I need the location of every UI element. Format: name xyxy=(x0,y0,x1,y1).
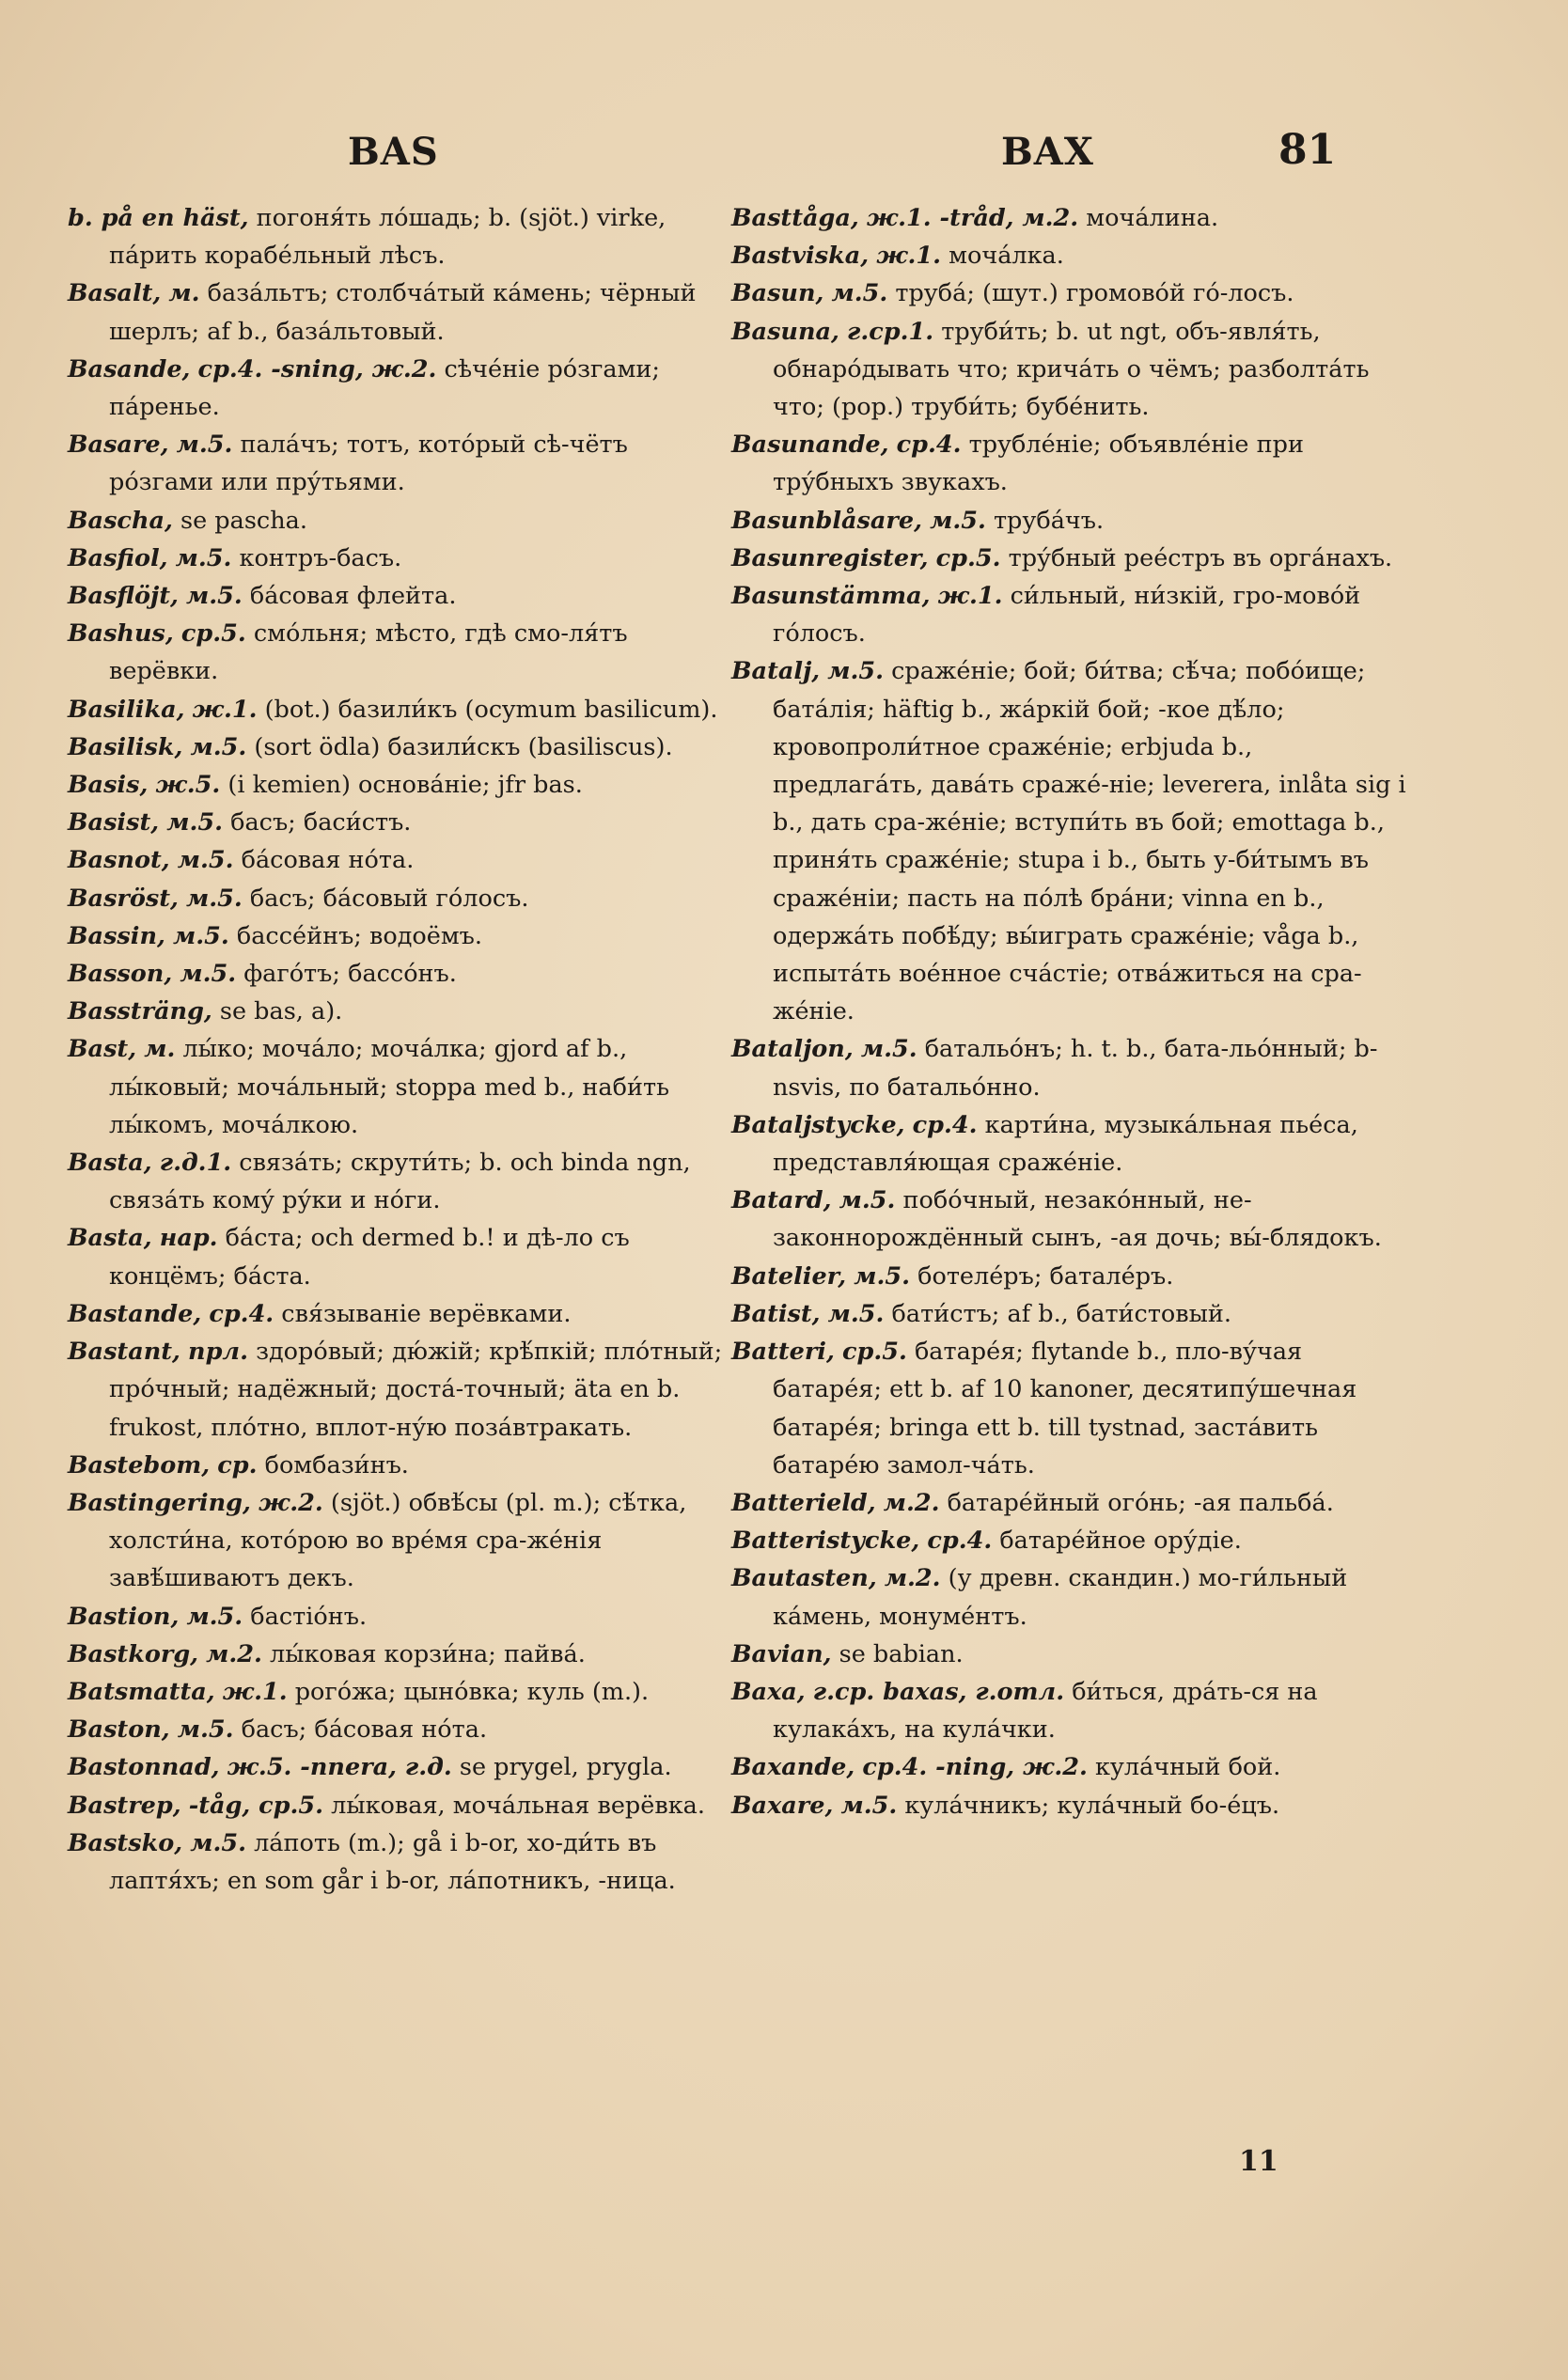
dictionary-entry xyxy=(68,691,726,728)
dictionary-entry xyxy=(68,1447,726,1484)
entry-translation: моча́лина. xyxy=(1086,204,1219,232)
dictionary-entry xyxy=(731,1030,1408,1105)
entry-headword: Baxa, xyxy=(731,1677,806,1706)
entry-translation: ботеле́ръ; батале́ръ. xyxy=(917,1261,1174,1291)
dictionary-entry xyxy=(731,1106,1408,1182)
dictionary-entry xyxy=(68,1824,726,1900)
entry-headword: Bastebom, xyxy=(68,1450,211,1480)
entry-headword: Basunblåsare, xyxy=(731,506,922,535)
entry-headword: Bautasten, xyxy=(731,1564,877,1593)
entry-grammar: м.5. xyxy=(827,1299,885,1328)
entry-translation: свя́зываніе верёвками. xyxy=(281,1299,572,1328)
entry-grammar: ср.4. xyxy=(209,1299,274,1328)
entry-translation: би́ться, дра́ть-ся на кулака́хъ, на кула́чки. xyxy=(773,1677,1318,1745)
entry-headword: Bashus, xyxy=(68,619,174,649)
dictionary-entry xyxy=(731,1787,1408,1824)
entry-translation: моча́лка. xyxy=(949,242,1064,271)
entry-translation: лы́ко; моча́ло; моча́лка; gjord af b., лы́ковый; моча́льный; stoppa med b., наби́ть лы́комъ, моча́лкою. xyxy=(109,1035,669,1139)
entry-translation: контръ-басъ. xyxy=(239,543,402,572)
entry-headword: Bascha, xyxy=(68,506,173,535)
entry-grammar: м.5. xyxy=(860,1035,917,1064)
dictionary-entry xyxy=(68,1030,726,1144)
dictionary-entry xyxy=(68,199,726,274)
entry-grammar: г.д.1. xyxy=(159,1149,232,1178)
entry-headword: Baxare, xyxy=(731,1791,834,1820)
entry-grammar: г.ср. baxas, г.отл. xyxy=(812,1677,1065,1706)
entry-translation: se prygel, prygla. xyxy=(459,1753,672,1782)
dictionary-entry xyxy=(68,917,726,955)
entry-headword: Bastviska, xyxy=(731,242,870,271)
dictionary-entry xyxy=(68,955,726,993)
dictionary-entry xyxy=(68,1598,726,1636)
entry-translation: se bas, a). xyxy=(219,997,343,1026)
entry-grammar: м.5. xyxy=(827,657,885,686)
entry-translation: трубле́ніе; объявле́ніе при тру́бныхъ звукахъ. xyxy=(773,431,1304,497)
entry-translation: ла́поть (m.); gå i b-or, хо-ди́ть въ лаптя́хъ; en som går i b-or, ла́потникъ, -ница. xyxy=(109,1828,676,1895)
dictionary-entry xyxy=(731,1182,1408,1257)
entry-headword: Bastsko, xyxy=(68,1828,183,1857)
entry-grammar: м.5. xyxy=(839,1186,896,1215)
dictionary-entry xyxy=(731,274,1408,312)
dictionary-entry xyxy=(68,1333,726,1447)
entry-headword: Batsmatta, xyxy=(68,1677,215,1706)
dictionary-entry xyxy=(68,804,726,841)
entry-translation: база́льтъ; столбча́тый ка́мень; чёрный шерлъ; af b., база́льтовый. xyxy=(109,279,697,346)
dictionary-entry xyxy=(68,1787,726,1824)
entry-headword: Basilisk, xyxy=(68,732,183,761)
dictionary-entry xyxy=(68,1484,726,1598)
entry-grammar: ср.4. xyxy=(927,1527,993,1556)
entry-translation: ба́совая но́та. xyxy=(241,846,415,875)
page-number: 81 xyxy=(1278,126,1337,174)
dictionary-entry xyxy=(731,426,1408,501)
right-column xyxy=(731,199,1408,1824)
entry-grammar: ж.5. xyxy=(155,771,221,800)
entry-translation: бати́стъ; af b., бати́стовый. xyxy=(891,1299,1232,1328)
entry-translation: си́льный, ни́зкій, гро-мово́й го́лосъ. xyxy=(773,582,1361,649)
entry-grammar: м.5. xyxy=(175,543,232,572)
entry-headword: Basunande, xyxy=(731,431,889,460)
entry-headword: Basflöjt, xyxy=(68,582,179,611)
dictionary-entry xyxy=(68,615,726,690)
entry-headword: Bassin, xyxy=(68,921,165,950)
entry-translation: фаго́тъ; бассо́нъ. xyxy=(243,960,457,989)
entry-headword: Basare, xyxy=(68,431,169,460)
entry-headword: Basunregister, xyxy=(731,543,929,572)
entry-grammar: -tåg, ср.5. xyxy=(188,1791,324,1820)
entry-translation: труба́; (шут.) громово́й го́-лосъ. xyxy=(895,279,1294,308)
entry-headword: Batalj, xyxy=(731,657,821,686)
entry-translation: se pascha. xyxy=(180,506,307,535)
entry-grammar: м.5. xyxy=(180,960,237,989)
entry-translation: здоро́вый; дю́жій; крѣ́пкій; пло́тный; про́чный; надёжный; доста́-точный; äta en b. frukost, пло́тно, вплот-ну́ю поза́втракать. xyxy=(109,1338,723,1442)
dictionary-entry xyxy=(731,1484,1408,1522)
dictionary-entry xyxy=(731,237,1408,274)
dictionary-entry xyxy=(68,841,726,879)
dictionary-entry xyxy=(68,1711,726,1748)
entry-headword: Bastion, xyxy=(68,1602,180,1631)
entry-headword: Basuna, xyxy=(731,317,839,346)
dictionary-entry xyxy=(68,1219,726,1294)
signature-mark: 11 xyxy=(1239,2145,1278,2178)
entry-headword: Bast, xyxy=(68,1035,137,1064)
entry-grammar: ж.2. xyxy=(258,1488,323,1517)
entry-headword: Basande, xyxy=(68,354,191,384)
entry-translation: связа́ть; скрути́ть; b. och binda ngn, связа́ть кому́ ру́ки и но́ги. xyxy=(109,1149,691,1215)
dictionary-entry xyxy=(68,993,726,1030)
entry-grammar: ср.5. xyxy=(935,543,1001,572)
entry-translation: батальо́нъ; h. t. b., бата-льо́нный; b-nsvis, по батальо́нно. xyxy=(773,1035,1378,1102)
entry-grammar: м. xyxy=(168,279,200,308)
entry-translation: (i kemien) основа́ніе; jfr bas. xyxy=(227,771,583,800)
entry-headword: Bastkorg, xyxy=(68,1639,199,1668)
entry-grammar: м.5. xyxy=(166,808,223,838)
entry-translation: лы́ковая корзи́на; пайва́. xyxy=(270,1639,586,1668)
entry-translation: (bot.) базили́къ (ocymum basilicum). xyxy=(264,695,718,724)
entry-translation: рого́жа; цыно́вка; куль (m.). xyxy=(294,1677,650,1706)
entry-grammar: м.2. xyxy=(206,1639,262,1668)
entry-translation: пала́чъ; тотъ, кото́рый сѣ-чётъ ро́згами или пру́тьями. xyxy=(109,431,628,497)
entry-headword: Basis, xyxy=(68,771,149,800)
entry-headword: Bataljon, xyxy=(731,1035,854,1064)
entry-headword: Bassträng, xyxy=(68,997,212,1026)
entry-grammar: ж.1. xyxy=(222,1677,288,1706)
entry-headword: Basttåga, xyxy=(731,204,859,232)
dictionary-entry xyxy=(68,1673,726,1711)
entry-translation: (у древн. скандин.) мо-ги́льный ка́мень, монуме́нтъ. xyxy=(773,1564,1348,1631)
entry-grammar: ж.1. -tråd, м.2. xyxy=(866,204,1079,232)
entry-grammar: ж.1. xyxy=(876,242,942,271)
entry-grammar: ср.5. xyxy=(180,619,246,649)
entry-headword: Batelier, xyxy=(731,1261,847,1291)
dictionary-entry xyxy=(731,652,1408,1030)
entry-translation: тру́бный рее́стръ въ орга́нахъ. xyxy=(1008,543,1393,572)
entry-headword: Basfiol, xyxy=(68,543,168,572)
entry-grammar: м.2. xyxy=(884,1564,941,1593)
entry-headword: Basnot, xyxy=(68,846,170,875)
dictionary-entry xyxy=(68,274,726,350)
entry-headword: Bastande, xyxy=(68,1299,202,1328)
dictionary-entry xyxy=(731,540,1408,577)
entry-grammar: м.5. xyxy=(185,582,243,611)
entry-grammar: м.5. xyxy=(177,846,234,875)
entry-grammar: м.5. xyxy=(831,279,888,308)
entry-translation: бассе́йнъ; водоёмъ. xyxy=(236,921,483,950)
dictionary-entry xyxy=(731,1748,1408,1786)
entry-translation: карти́на, музыка́льная пье́са, представля́ющая сраже́ніе. xyxy=(773,1110,1358,1178)
entry-translation: сѣче́ніе ро́згами; па́реньe. xyxy=(109,354,661,422)
entry-headword: Basta, xyxy=(68,1224,152,1253)
entry-translation: (sjöt.) обвѣ́сы (pl. m.); сѣ́тка, холсти́на, кото́рою во вре́мя сра-же́нія завѣ́шиваютъ декъ. xyxy=(109,1488,687,1593)
entry-translation: басъ; ба́совая но́та. xyxy=(241,1715,488,1745)
dictionary-entry xyxy=(731,1522,1408,1559)
entry-grammar: ж.5. -nnera, г.д. xyxy=(227,1753,452,1782)
entry-headword: Baston, xyxy=(68,1715,170,1745)
dictionary-entry xyxy=(731,1258,1408,1295)
entry-headword: Basist, xyxy=(68,808,160,838)
entry-translation: (sort ödla) базили́скъ (basiliscus). xyxy=(254,732,673,761)
entry-grammar: м.5. xyxy=(840,1791,898,1820)
entry-translation: труба́чъ. xyxy=(993,506,1105,535)
entry-headword: Batteristycke, xyxy=(731,1527,920,1556)
entry-grammar: нар. xyxy=(159,1224,218,1253)
entry-grammar: ср.5. xyxy=(841,1338,907,1367)
entry-grammar: м.5. xyxy=(186,884,243,913)
dictionary-entry xyxy=(68,1636,726,1673)
entry-translation: побо́чный, незако́нный, не-законнорождённый сынъ, -ая дочь; вы́-блядокъ. xyxy=(773,1186,1382,1253)
running-head-right: BAX xyxy=(1001,130,1094,174)
entry-grammar: ср.4. -sning, ж.2. xyxy=(197,354,437,384)
dictionary-entry xyxy=(68,426,726,501)
entry-grammar: прл. xyxy=(188,1338,248,1367)
entry-headword: Bastingering, xyxy=(68,1488,251,1517)
entry-grammar: ж.1. xyxy=(192,695,258,724)
entry-grammar: м.5. xyxy=(930,506,986,535)
entry-grammar: м.5. xyxy=(176,431,233,460)
dictionary-entry xyxy=(731,199,1408,237)
entry-translation: смо́льня; мѣсто, гдѣ смо-ля́тъ верёвки. xyxy=(109,619,628,686)
entry-headword: Bastonnad, xyxy=(68,1753,220,1782)
entry-headword: Basun, xyxy=(731,279,824,308)
dictionary-entry xyxy=(731,1636,1408,1673)
entry-headword: Basalt, xyxy=(68,279,162,308)
entry-headword: Basson, xyxy=(68,960,173,989)
dictionary-entry xyxy=(68,1144,726,1219)
entry-translation: басъ; ба́совый го́лосъ. xyxy=(249,884,529,913)
entry-translation: бастіо́нъ. xyxy=(250,1602,368,1631)
running-head-left: BAS xyxy=(348,130,439,174)
entry-headword: Bastrep, xyxy=(68,1791,181,1820)
entry-headword: Baxande, xyxy=(731,1753,855,1782)
dictionary-entry xyxy=(68,1295,726,1333)
entry-headword: Basunstämma, xyxy=(731,582,931,611)
entry-grammar: м.2. xyxy=(883,1488,940,1517)
entry-headword: Batard, xyxy=(731,1186,832,1215)
entry-headword: Batterield, xyxy=(731,1488,876,1517)
dictionary-entry xyxy=(68,351,726,426)
entry-grammar: ср. xyxy=(217,1450,258,1480)
entry-translation: батаре́йное ору́діе. xyxy=(999,1527,1242,1556)
entry-translation: бомбази́нъ. xyxy=(264,1450,409,1480)
dictionary-entry xyxy=(731,577,1408,652)
entry-grammar: м.5. xyxy=(190,732,247,761)
entry-translation: лы́ковая, моча́льная верёвка. xyxy=(331,1791,705,1820)
dictionary-entry xyxy=(68,880,726,917)
entry-grammar: м.5. xyxy=(854,1261,910,1291)
dictionary-entry xyxy=(731,313,1408,427)
dictionary-entry xyxy=(68,766,726,804)
entry-headword: b. på en häst, xyxy=(68,204,249,232)
entry-translation: батаре́йный ого́нь; -ая пальба́. xyxy=(947,1488,1334,1517)
entry-translation: труби́ть; b. ut ngt, объ-явля́ть, обнаро́дывать что; крича́ть о чёмъ; разболта́ть что; (рор.) труби́ть; бубе́нить. xyxy=(773,317,1370,422)
dictionary-entry xyxy=(731,1673,1408,1748)
entry-grammar: г.ср.1. xyxy=(847,317,934,346)
entry-translation: кула́чный бой. xyxy=(1094,1753,1281,1782)
entry-translation: кула́чникъ; кула́чный бо-е́цъ. xyxy=(904,1791,1280,1820)
entry-headword: Bavian, xyxy=(731,1639,832,1668)
entry-grammar: ср.4. xyxy=(896,431,962,460)
entry-translation: сраже́ніе; бой; би́тва; сѣ́ча; побо́ище; бата́лія; häftig b., жа́ркій бой; -кое дѣ́ло; кровопроли́тное сраже́ніе; erbjuda b., предлага́ть, дава́ть сраже́-ніе; leverera, inlåta sig i b., дать сра-же́ніе; вступи́ть въ бой; emottaga b., приня́ть сраже́ніе; stupa i b., быть у-би́тымъ въ сраже́ніи; пасть на по́лѣ бра́ни; vinna en b., одержа́ть побѣ́ду; вы́играть сраже́ніе; våga b., испыта́ть вое́нное сча́стіе; отва́житься на сра-же́ніе. xyxy=(773,657,1406,1026)
entry-headword: Batteri, xyxy=(731,1338,835,1367)
dictionary-entry xyxy=(68,728,726,766)
entry-translation: батаре́я; flytande b., пло-ву́чая батаре́я; ett b. af 10 kanoner, десятипу́шечная батаре́я; bringa ett b. till tystnad, заста́вить батаре́ю замол-ча́ть. xyxy=(773,1338,1357,1480)
entry-headword: Basta, xyxy=(68,1149,152,1178)
entry-grammar: м. xyxy=(144,1035,176,1064)
entry-grammar: ср.4. -ning, ж.2. xyxy=(862,1753,1088,1782)
dictionary-entry xyxy=(731,1333,1408,1484)
dictionary-entry xyxy=(68,1748,726,1786)
entry-grammar: м.5. xyxy=(177,1715,234,1745)
entry-headword: Bastant, xyxy=(68,1338,180,1367)
entry-grammar: ср.4. xyxy=(912,1110,978,1139)
entry-grammar: ж.1. xyxy=(937,582,1003,611)
dictionary-entry xyxy=(68,502,726,540)
entry-headword: Batist, xyxy=(731,1299,821,1328)
entry-headword: Basröst, xyxy=(68,884,179,913)
dictionary-entry xyxy=(731,1295,1408,1333)
dictionary-entry xyxy=(68,577,726,615)
entry-grammar: м.5. xyxy=(190,1828,246,1857)
entry-grammar: м.5. xyxy=(173,921,229,950)
page-header xyxy=(0,120,1568,196)
entry-translation: басъ; баси́стъ. xyxy=(230,808,412,838)
entry-translation: ба́совая флейта. xyxy=(249,582,457,611)
entry-translation: ба́ста; och dermed b.! и дѣ-ло съ концёмъ; ба́ста. xyxy=(109,1224,630,1291)
dictionary-entry xyxy=(731,502,1408,540)
entry-translation: se babian. xyxy=(839,1639,964,1668)
dictionary-entry xyxy=(68,540,726,577)
left-column xyxy=(68,199,726,1900)
entry-translation: погоня́ть ло́шадь; b. (sjöt.) virke, па́рить корабе́льный лѣсъ. xyxy=(109,204,666,271)
entry-grammar: м.5. xyxy=(186,1602,243,1631)
dictionary-entry xyxy=(731,1559,1408,1635)
entry-headword: Basilika, xyxy=(68,695,185,724)
entry-headword: Bataljstycke, xyxy=(731,1110,905,1139)
